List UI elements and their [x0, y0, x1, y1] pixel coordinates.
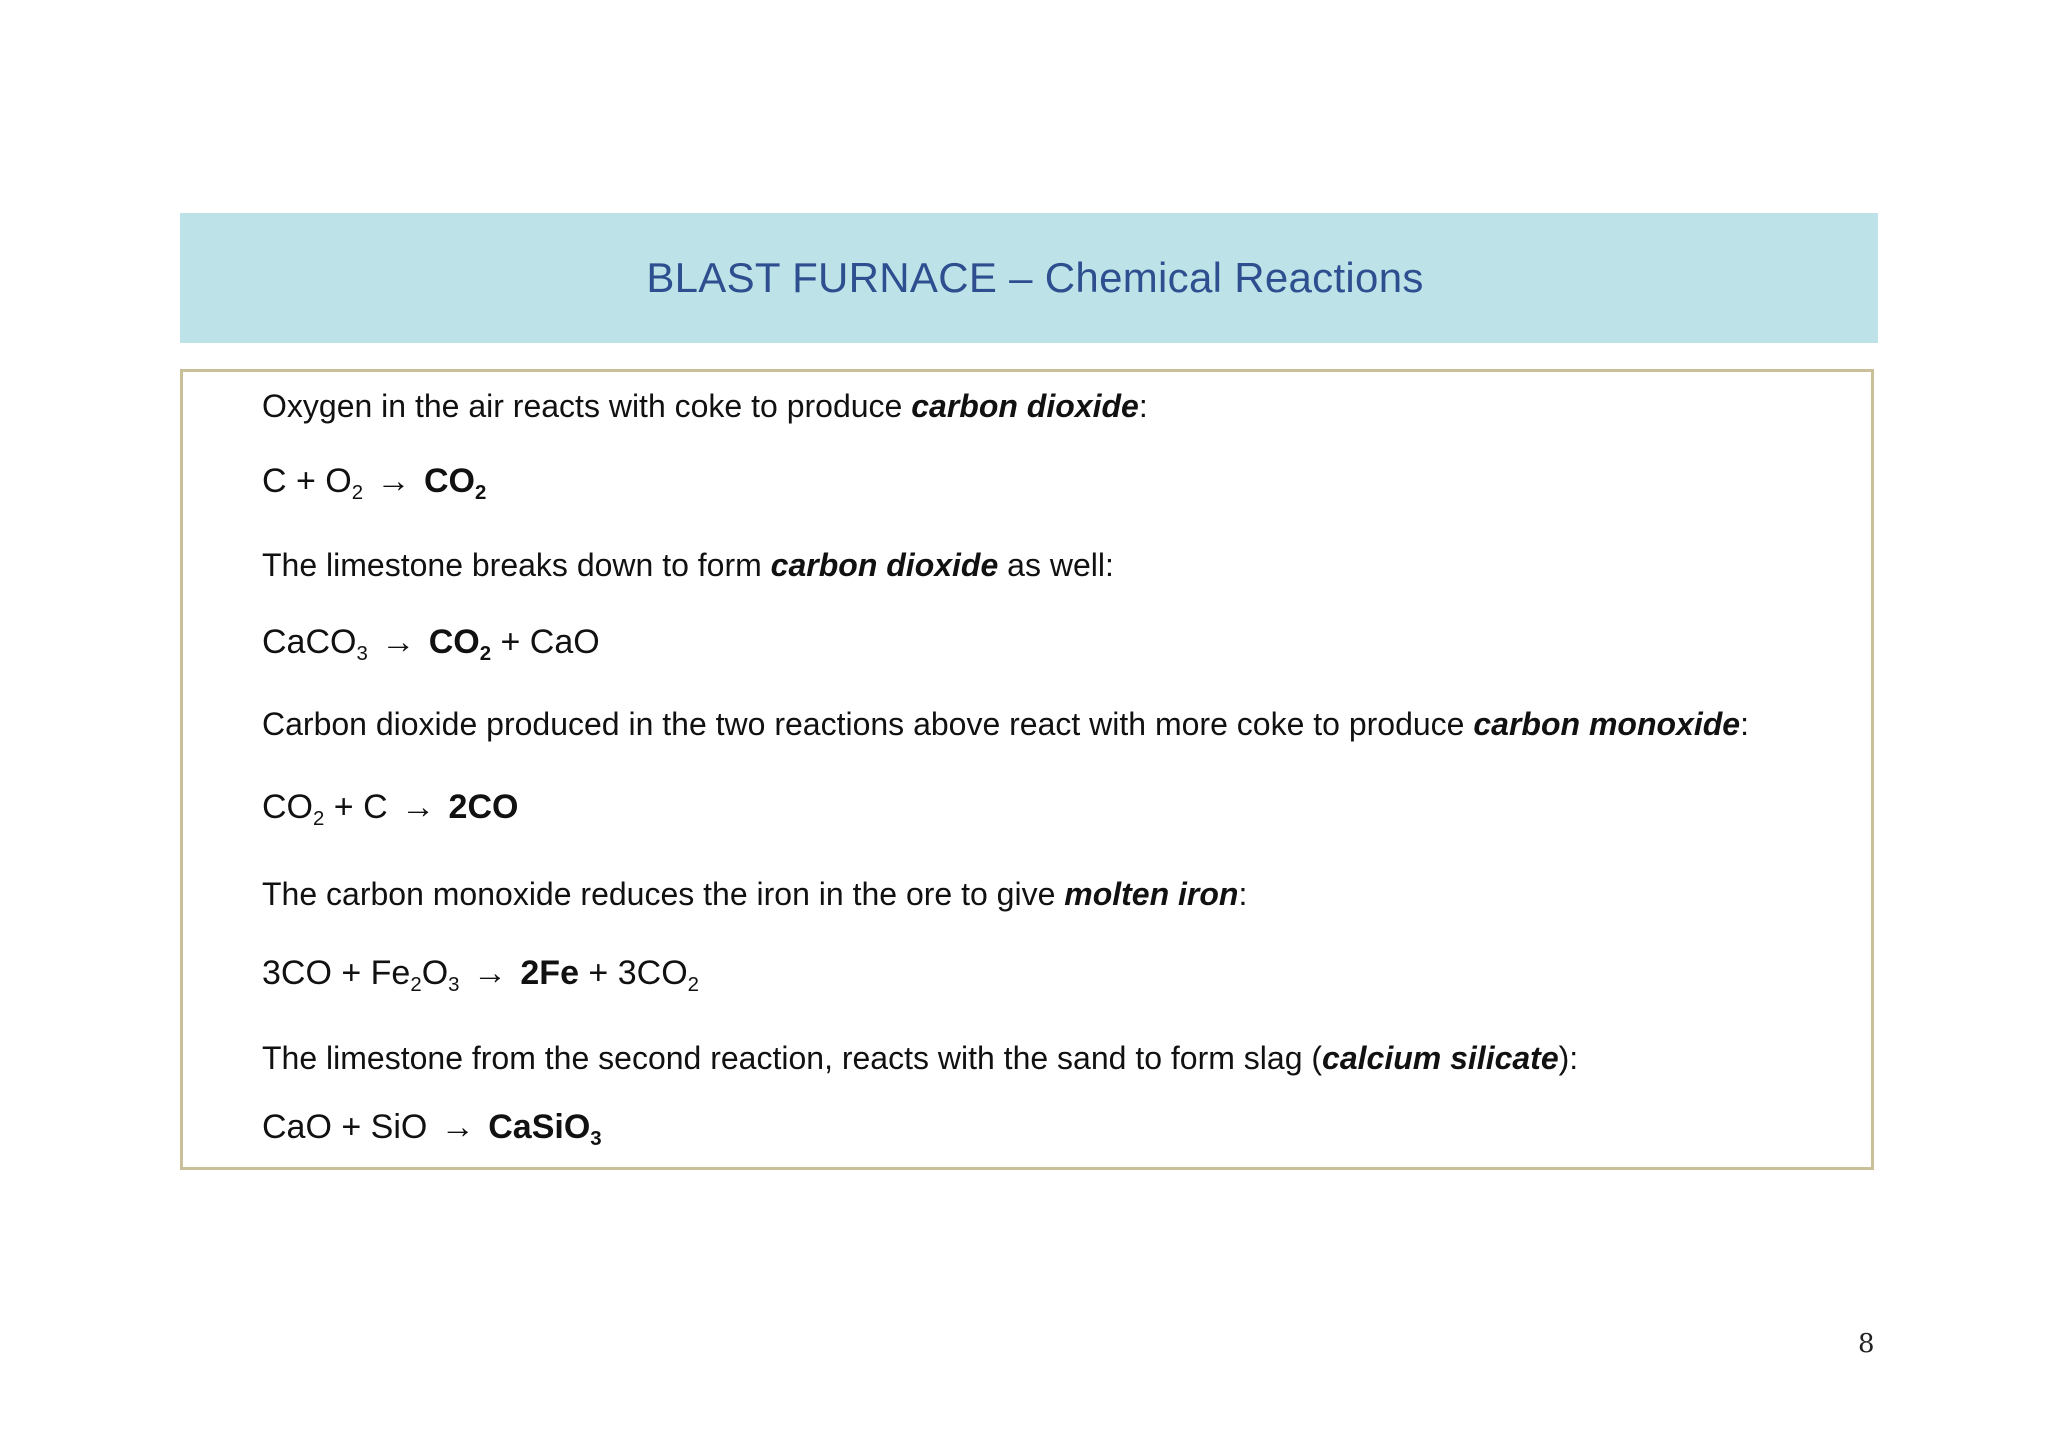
- highlight-term: calcium silicate: [1322, 1040, 1559, 1076]
- arrow-icon: →: [376, 462, 411, 500]
- reaction-2-description: The limestone breaks down to form carbon dioxide as well:: [262, 547, 1114, 583]
- reaction-5-equation: CaO + SiO → CaSiO$_3$: [262, 1108, 602, 1151]
- reaction-3-equation: $CO_2 + C \to 2CO$: [262, 788, 519, 831]
- highlight-term: molten iron: [1064, 876, 1239, 912]
- content-box: [180, 369, 1874, 1170]
- reaction-1-equation: $C + O_2 \to CO_2$: [262, 462, 487, 505]
- highlight-term: carbon dioxide: [911, 388, 1139, 424]
- reaction-3-description: Carbon dioxide produced in the two reactions above react with more coke to produce carbon monoxide:: [262, 706, 1749, 742]
- reaction-4-equation: $3CO + Fe_2O_3 \to 2Fe + 3CO_2$: [262, 954, 699, 997]
- arrow-icon: →: [472, 954, 507, 992]
- product: 2CO: [448, 788, 519, 826]
- product: CaSiO$_3$: [488, 1108, 602, 1151]
- reaction-4-description: The carbon monoxide reduces the iron in the ore to give molten iron:: [262, 876, 1248, 912]
- reaction-2-equation: CaCO$_3$ → $CO_2$ + CaO: [262, 623, 600, 666]
- arrow-icon: →: [401, 788, 436, 826]
- product: $CO_2$: [424, 462, 487, 505]
- arrow-icon: →: [381, 623, 416, 661]
- slide-title: BLAST FURNACE – Chemical Reactions: [646, 254, 1424, 301]
- slide-title-bar: [180, 213, 1878, 343]
- highlight-term: carbon dioxide: [770, 547, 999, 583]
- arrow-icon: →: [440, 1108, 475, 1146]
- product: $CO_2$: [428, 623, 492, 666]
- page-number: 8: [1858, 1329, 1875, 1359]
- product: 2Fe: [520, 954, 579, 992]
- highlight-term: carbon monoxide: [1473, 706, 1741, 742]
- reaction-5-description: The limestone from the second reaction, reacts with the sand to form slag (calcium silicate):: [262, 1040, 1579, 1076]
- reaction-1-description: Oxygen in the air reacts with coke to produce carbon dioxide:: [262, 388, 1148, 424]
